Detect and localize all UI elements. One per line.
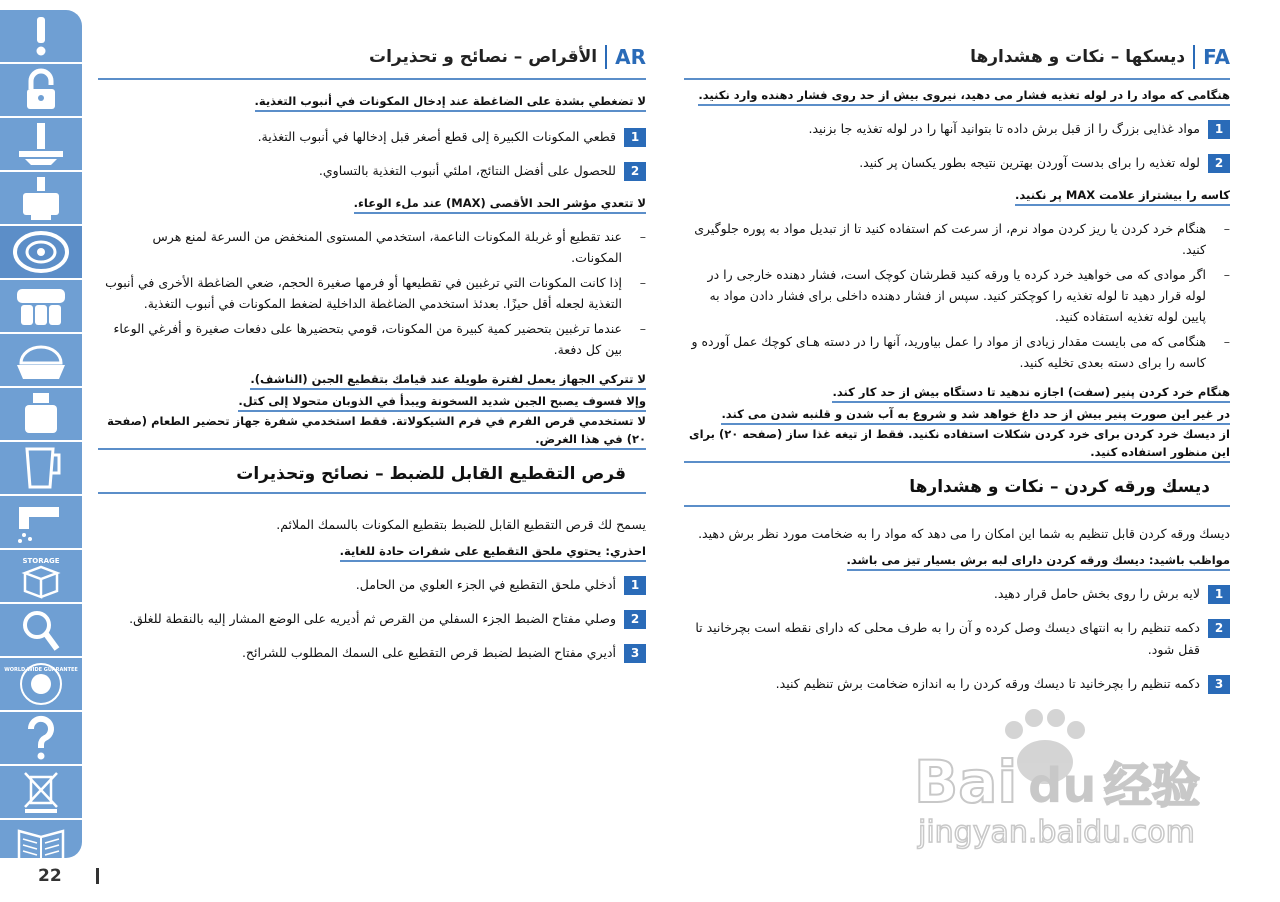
fa-warning-5: از دیسك خرد کردن برای خرد کردن شکلات استفاده نکنید. فقط از تیغه غذا ساز (صفحه ٢٠) برای این منظور استفاده کنید. <box>684 425 1230 463</box>
manual-book-icon[interactable] <box>0 820 82 872</box>
step-text: مواد غذایی بزرگ را از قبل برش داده تا بتوانید آنها را در لوله تغذیه جا بزنید. <box>808 121 1200 136</box>
ar-slicing-warning: احذري: يحتوي ملحق التقطيع على شفرات حادة للغاية. <box>340 542 646 562</box>
arabic-column <box>98 40 646 664</box>
list-item: – هنگامی که می بایست مقدار زیادی از مواد را عمل بیاورید، آنها را در دسته هـای کوچك عمل آورده و کاسه را برای دسته بعدی تخلیه کنید. <box>684 331 1206 373</box>
watermark-brand-c: 经验 <box>1104 758 1201 814</box>
ar-bullet-list <box>98 226 646 360</box>
globe-icon[interactable] <box>0 658 82 712</box>
jug-icon[interactable] <box>0 442 82 496</box>
fa-slice-step-2 <box>684 617 1230 661</box>
watermark-brand-a: Bai <box>914 748 1018 816</box>
fa-subsection-intro: دیسك ورقه کردن قابل تنظیم به شما این امکان را می دهد که مواد را به ضخامت مورد نظر برش دهید. <box>698 526 1230 541</box>
step-text: قطعي المكونات الكبيرة إلى قطع أصغر قبل إدخالها في أنبوب التغذية. <box>257 129 616 144</box>
blender-icon[interactable] <box>0 118 82 172</box>
list-item: – عندما ترغبين بتحضير كمية كبيرة من المكونات، قومي بتحضيرها على دفعات صغيرة و أفرغي الوعاء بين كل دفعة. <box>98 318 622 360</box>
fa-warning-4: در غیر این صورت پنیر بیش از حد داغ خواهد شد و شروع به آب شدن و قلنبه شدن می کند. <box>721 405 1230 425</box>
guarantee-label: WORLD-WIDE GUARANTEE <box>4 667 78 673</box>
ar-warning-3: لا تتركي الجهاز يعمل لفترة طويلة عند قيامك بتقطيع الجبن (الناشف). <box>250 370 646 390</box>
step-text: أديري مفتاح الضبط لضبط قرص التقطيع على السمك المطلوب للشرائح. <box>241 645 616 660</box>
disc-icon[interactable] <box>0 226 82 280</box>
step-number: 2 <box>1208 619 1230 638</box>
baidu-watermark <box>904 690 1224 860</box>
step-text: لایه برش را روی بخش حامل قرار دهید. <box>993 586 1200 601</box>
ar-section-title: الأقراص – نصائح و تحذيرات <box>369 47 598 67</box>
step-number: 1 <box>624 576 646 595</box>
disposal-bin-icon[interactable] <box>0 766 82 820</box>
ar-warning-5: لا تستخدمي قرص الفرم في فرم الشيكولاتة. فقط استخدمي شفرة جهاز تحضير الطعام (صفحة ٢٠) في هذا الغرض. <box>98 412 646 450</box>
watermark-brand-b: du <box>1028 758 1097 814</box>
list-item: – عند تقطيع أو غربلة المكونات الناعمة، استخدمي المستوى المنخفض من السرعة لمنع هرس المكونات. <box>98 226 622 268</box>
ar-slice-step-3 <box>98 642 646 664</box>
food-processor-icon[interactable] <box>0 280 82 334</box>
ar-lang-code: AR <box>605 45 646 69</box>
persian-column <box>684 40 1230 695</box>
list-item: – إذا كانت المكونات التي ترغبين في تقطيعها أو فرمها صغيرة الحجم، ضعي الضاغطة الأخرى في أنبوب التغذية لجعله أقل حيزًا. بعدئذ استخدمي الضاغطة الداخلية لضغط المكونات في أنبوب التغذية. <box>98 272 622 314</box>
step-text: دکمه تنظیم را به انتهای دیسك وصل کرده و آن را به طرف محلی که دارای نقطه است بچرخانید تا قفل شود. <box>695 620 1200 657</box>
step-text: لوله تغذیه را برای بدست آوردن بهترین نتیجه بطور یکسان پر کنید. <box>859 155 1200 170</box>
fa-slice-step-1 <box>684 583 1230 605</box>
fa-slicing-warning: مواظب باشید: دیسك ورقه کردن دارای لبه برش بسیار تیز می باشد. <box>847 551 1230 571</box>
chopper-icon[interactable] <box>0 388 82 442</box>
page-number: 22 <box>38 866 62 886</box>
ar-subsection-intro: يسمح لك قرص التقطيع القابل للضبط بتقطيع المكونات بالسمك الملائم. <box>276 517 646 532</box>
page-number-bar <box>96 868 99 884</box>
ar-subsection-title: قرص التقطيع القابل للضبط – نصائح وتحذيرات <box>98 458 646 494</box>
chapter-icon-rail <box>0 10 82 858</box>
step-number: 2 <box>624 162 646 181</box>
fa-warning-3: هنگام خرد کردن پنیر (سفت) اجازه ندهید تا دستگاه بیش از حد کار کند. <box>832 383 1230 403</box>
fa-subsection-title: دیسك ورقه کردن – نکات و هشدارها <box>684 471 1230 507</box>
step-text: أدخلي ملحق التقطيع في الجزء العلوي من الحامل. <box>355 577 616 592</box>
faucet-icon[interactable] <box>0 496 82 550</box>
magnifier-icon[interactable] <box>0 604 82 658</box>
fa-section-title: دیسکها – نکات و هشدارها <box>970 47 1186 67</box>
ar-section-header <box>98 40 646 80</box>
storage-label: STORAGE <box>22 557 60 565</box>
ar-step-1 <box>98 126 646 148</box>
hand-blender-icon[interactable] <box>0 172 82 226</box>
exclamation-icon[interactable] <box>0 10 82 64</box>
padlock-icon[interactable] <box>0 64 82 118</box>
watermark-url: jingyan.baidu.com <box>918 815 1195 850</box>
list-item: – هنگام خرد کردن یا ریز کردن مواد نرم، از سرعت کم استفاده کنید تا از تبدیل مواد به پوره جلوگیری کنید. <box>684 218 1206 260</box>
ar-step-2 <box>98 160 646 182</box>
fa-lang-code: FA <box>1193 45 1230 69</box>
step-number: 3 <box>1208 675 1230 694</box>
fa-warning-2: کاسه را بیشتراز علامت MAX پر نکنید. <box>1015 186 1230 206</box>
step-text: وصلي مفتاح الضبط الجزء السفلي من القرص ثم أديريه على الوضع المشار إليه بالنقطة للغلق. <box>129 611 616 626</box>
ar-slice-step-2 <box>98 608 646 630</box>
step-text: دکمه تنظیم را بچرخانید تا دیسك ورقه کردن را به اندازه ضخامت برش تنظیم کنید. <box>775 676 1200 691</box>
step-number: 1 <box>1208 585 1230 604</box>
fa-step-2 <box>684 152 1230 174</box>
list-item: – اگر موادی که می خواهید خرد کرده یا ورقه کنید قطرشان کوچک است، فشار دهنده خارجی را در لوله قرار دهید تا لوله تغذیه را کوچکتر کنید. سپس از فشار دهنده داخلی برای فشار دادن مواد به پایین لوله تغذیه استفاده کنید. <box>684 264 1206 327</box>
fa-section-header <box>684 40 1230 80</box>
fa-step-1 <box>684 118 1230 140</box>
step-number: 2 <box>1208 154 1230 173</box>
step-number: 2 <box>624 610 646 629</box>
question-icon[interactable] <box>0 712 82 766</box>
ar-warning-4: وإلا فسوف يصبح الجبن شديد السخونة ويبدأ في الذوبان متحولا إلى كتل. <box>238 392 646 412</box>
step-number: 3 <box>624 644 646 663</box>
fa-warning-1: هنگامی که مواد را در لوله تغذیه فشار می دهید، نیروی بیش از حد روی فشار دهنده وارد نکنید. <box>698 86 1230 106</box>
step-number: 1 <box>624 128 646 147</box>
citrus-press-icon[interactable] <box>0 334 82 388</box>
step-text: للحصول على أفضل النتائج، املئي أنبوب التغذية بالتساوي. <box>318 163 616 178</box>
ar-warning-2: لا تتعدي مؤشر الحد الأقصى (MAX) عند ملء الوعاء. <box>354 194 646 214</box>
ar-warning-1: لا تضغطي بشدة على الضاغطة عند إدخال المكونات في أنبوب التغذية. <box>255 92 646 112</box>
storage-box-icon[interactable] <box>0 550 82 604</box>
step-number: 1 <box>1208 120 1230 139</box>
ar-slice-step-1 <box>98 574 646 596</box>
fa-bullet-list <box>684 218 1230 373</box>
